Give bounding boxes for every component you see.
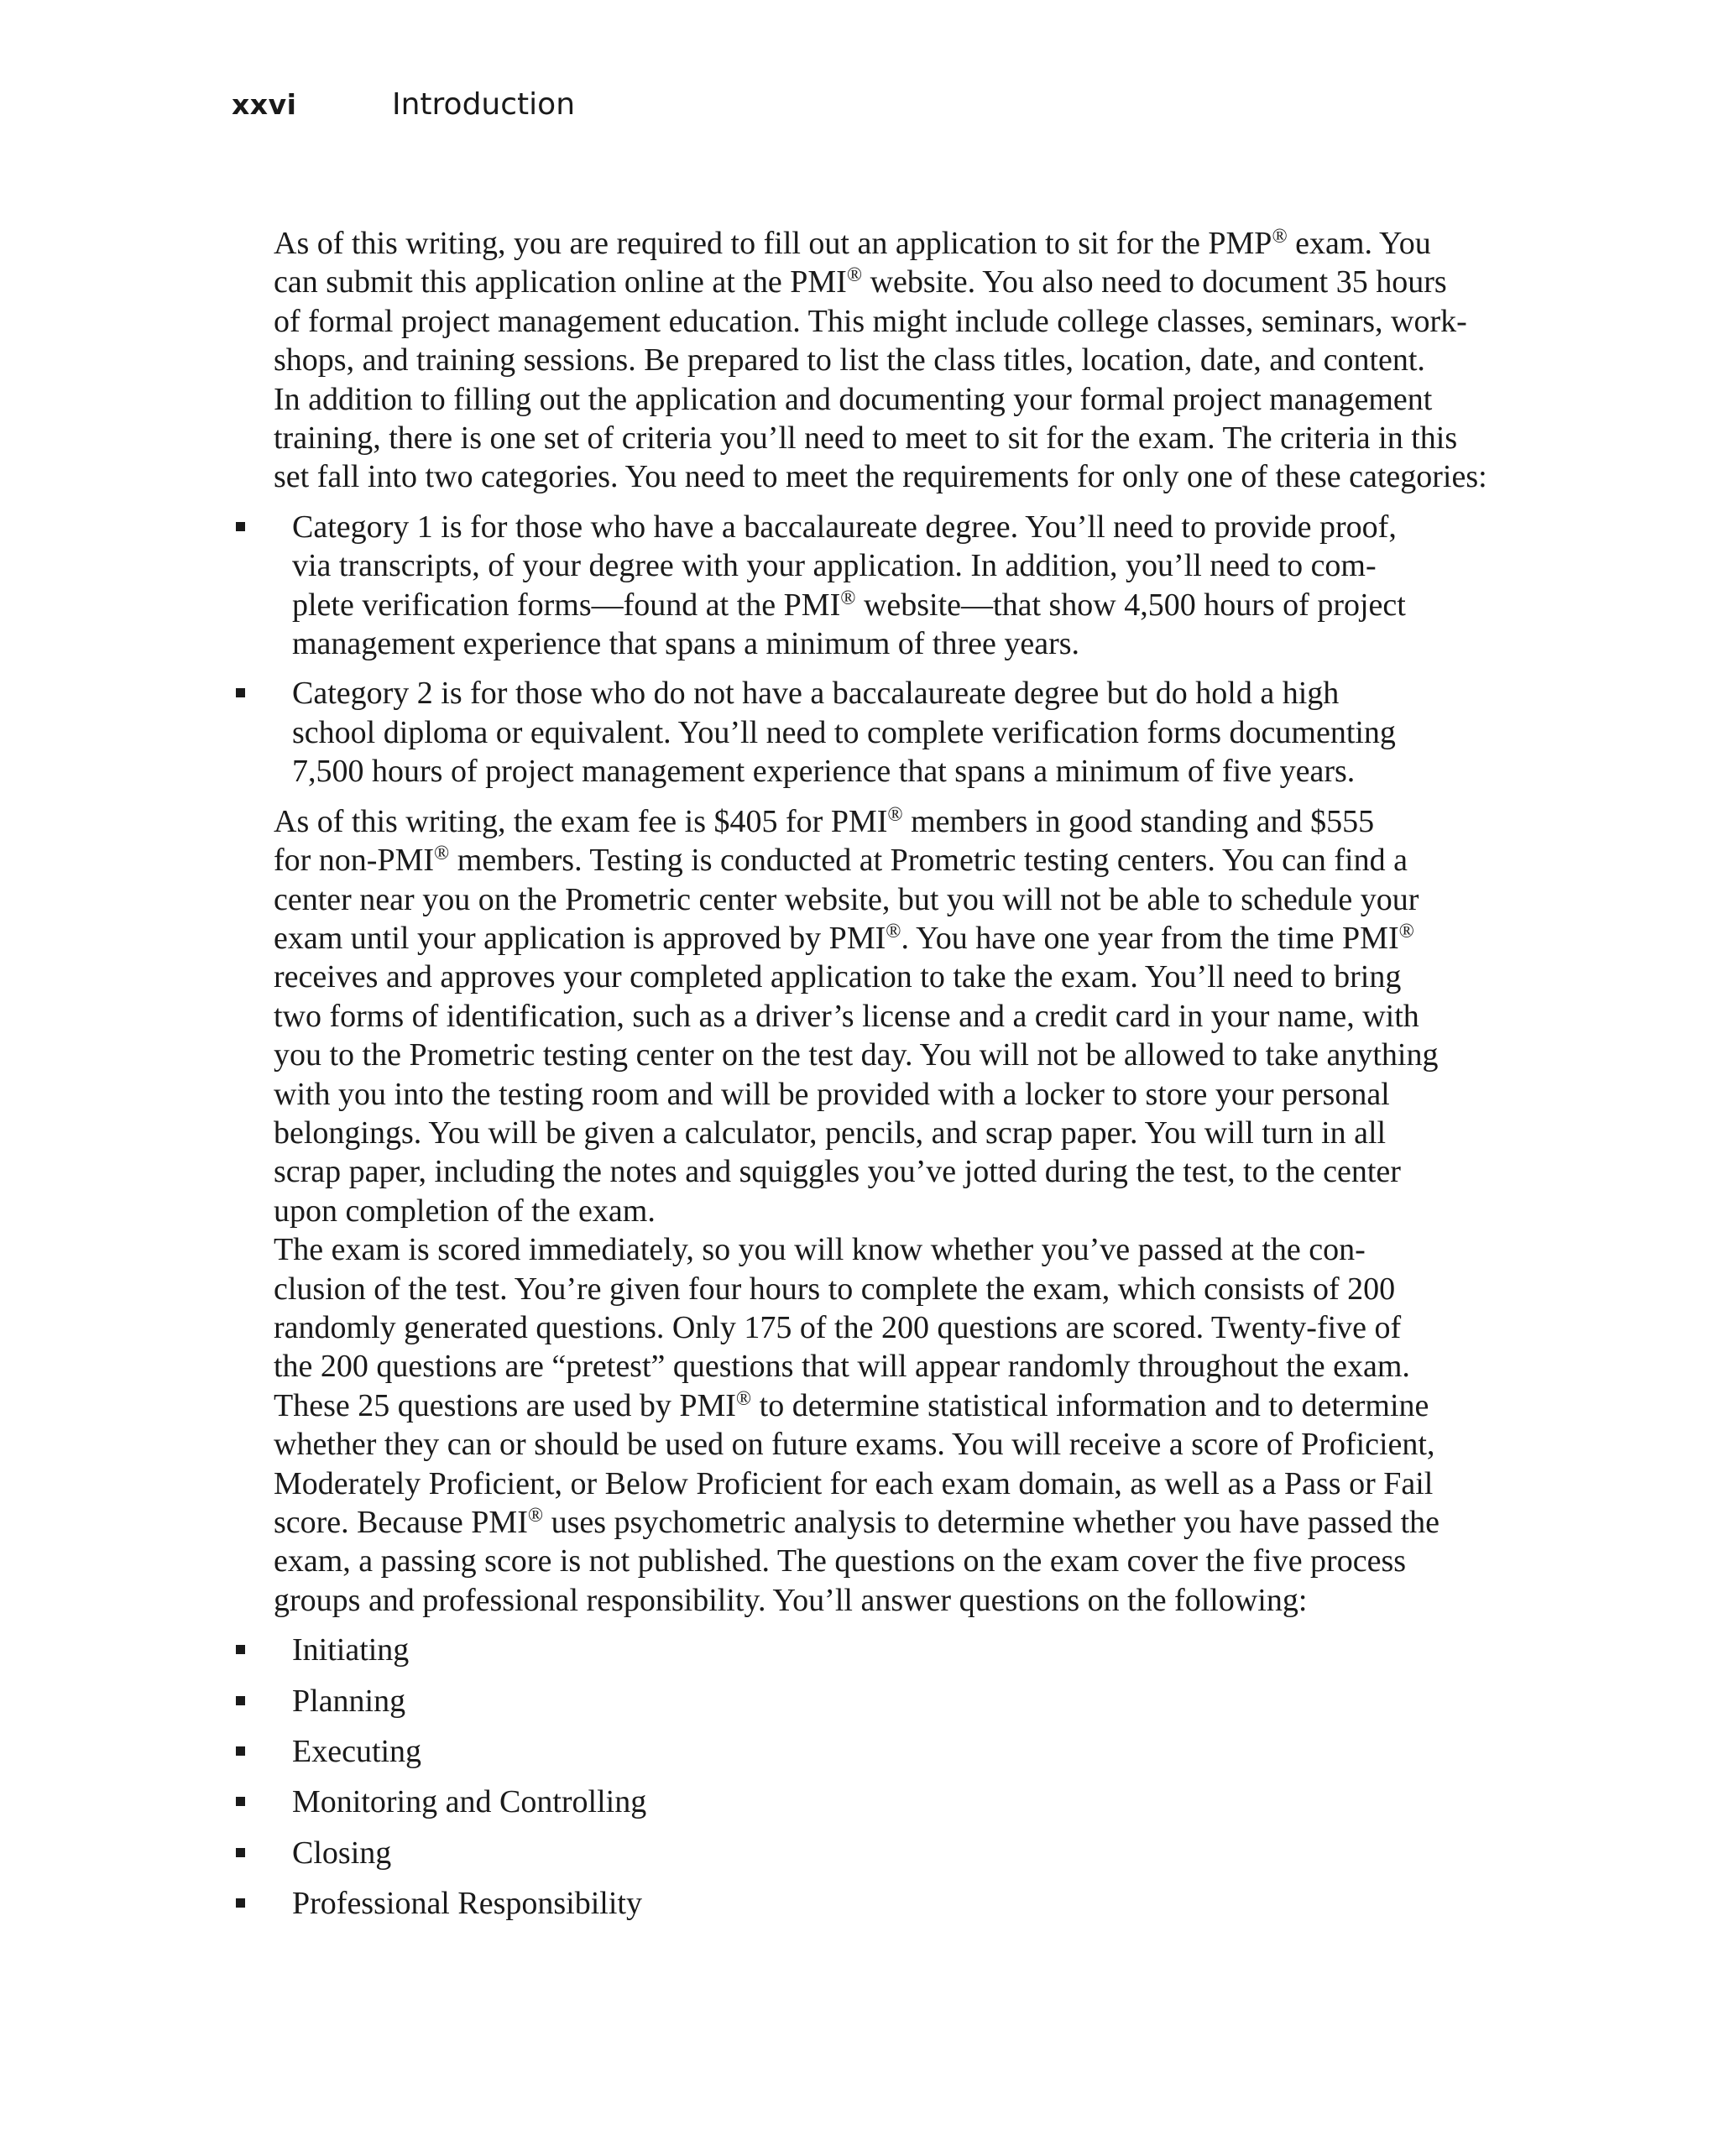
text-line: school diploma or equivalent. You’ll need to complete verification forms documenting	[292, 714, 1396, 750]
text-line: set fall into two categories. You need to meet the requirements for only one of these categories:	[274, 459, 1487, 495]
text-line: scrap paper, including the notes and squiggles you’ve jotted during the test, to the center	[274, 1154, 1401, 1190]
text-line: shops, and training sessions. Be prepared to list the class titles, location, date, and content.	[274, 342, 1425, 378]
text-line: of formal project management education. This might include college classes, seminars, work-	[274, 303, 1467, 339]
text-line: center near you on the Prometric center website, but you will not be able to schedule your	[274, 881, 1419, 917]
list-item	[232, 1732, 1491, 1771]
text-line: can submit this application online at the PMI® website. You also need to document 35 hours	[274, 264, 1447, 300]
list-item	[232, 1834, 1491, 1872]
body-text	[232, 224, 1491, 1935]
list-item	[232, 508, 1491, 664]
text-line: belongings. You will be given a calculator, pencils, and scrap paper. You will turn in all	[274, 1115, 1387, 1151]
chapter-title: Introduction	[392, 87, 576, 122]
bullet-icon	[236, 688, 245, 697]
bullet-icon	[236, 1645, 245, 1654]
text-line: for non-PMI® members. Testing is conducted at Prometric testing centers. You can find a	[274, 843, 1408, 879]
list-item	[232, 1884, 1491, 1923]
text-line: randomly generated questions. Only 175 of the 200 questions are scored. Twenty-five of	[274, 1309, 1402, 1345]
text-line: 7,500 hours of project management experience that spans a minimum of five years.	[292, 754, 1356, 790]
list-item	[232, 674, 1491, 791]
text-line: exam, a passing score is not published. The questions on the exam cover the five process	[274, 1543, 1407, 1579]
text-line: groups and professional responsibility. You’ll answer questions on the following:	[274, 1582, 1308, 1618]
paragraph-application	[232, 224, 1491, 380]
text-line: exam until your application is approved by PMI®. You have one year from the time PMI®	[274, 920, 1414, 956]
bullet-icon	[236, 1746, 245, 1756]
text-line: the 200 questions are “pretest” questions that will appear randomly throughout the exam.	[274, 1349, 1410, 1385]
text-line: These 25 questions are used by PMI® to determine statistical information and to determine	[274, 1387, 1429, 1423]
topic-label: Initiating	[292, 1632, 410, 1668]
bullet-icon	[236, 1898, 245, 1908]
bullet-icon	[236, 1848, 245, 1857]
page-number: xxvi	[232, 88, 297, 121]
text-line: Moderately Proficient, or Below Proficient for each exam domain, as well as a Pass or Fail	[274, 1465, 1434, 1501]
text-line: In addition to filling out the application and documenting your formal project management	[274, 381, 1433, 417]
topic-label: Closing	[292, 1835, 392, 1871]
paragraph-criteria	[232, 380, 1491, 497]
topic-list	[232, 1631, 1491, 1923]
text-line: receives and approves your completed application to take the exam. You’ll need to bring	[274, 959, 1402, 995]
text-line: training, there is one set of criteria you’ll need to meet to sit for the exam. The criteria in this	[274, 420, 1458, 457]
list-item	[232, 1682, 1491, 1720]
topic-label: Executing	[292, 1734, 422, 1770]
text-line: upon completion of the exam.	[274, 1193, 656, 1229]
text-line: management experience that spans a minimum of three years.	[292, 626, 1080, 662]
bullet-icon	[236, 1797, 245, 1806]
text-line: As of this writing, the exam fee is $405 for PMI® members in good standing and $555	[274, 803, 1375, 839]
text-line: with you into the testing room and will be provided with a locker to store your personal	[274, 1076, 1390, 1112]
text-line: whether they can or should be used on future exams. You will receive a score of Proficient,	[274, 1427, 1435, 1463]
bullet-icon	[236, 1696, 245, 1705]
text-line: plete verification forms—found at the PMI® website—that show 4,500 hours of project	[292, 587, 1406, 623]
text-line: As of this writing, you are required to fill out an application to sit for the PMP® exam. You	[274, 226, 1431, 261]
text-line: The exam is scored immediately, so you will know whether you’ve passed at the con-	[274, 1232, 1366, 1268]
category-list	[232, 508, 1491, 791]
text-line: via transcripts, of your degree with your application. In addition, you’ll need to com-	[292, 548, 1377, 584]
topic-label: Professional Responsibility	[292, 1886, 642, 1922]
text-line: clusion of the test. You’re given four hours to complete the exam, which consists of 200	[274, 1271, 1396, 1307]
running-head	[232, 87, 575, 129]
text-line: score. Because PMI® uses psychometric analysis to determine whether you have passed the	[274, 1505, 1440, 1540]
text-line: you to the Prometric testing center on the test day. You will not be allowed to take anything	[274, 1037, 1439, 1073]
text-line: two forms of identification, such as a driver’s license and a credit card in your name, with	[274, 998, 1419, 1034]
list-item	[232, 1783, 1491, 1821]
text-line: Category 2 is for those who do not have a baccalaureate degree but do hold a high	[292, 676, 1340, 712]
paragraph-exam-fee	[232, 802, 1491, 1230]
topic-label: Monitoring and Controlling	[292, 1784, 647, 1820]
bullet-icon	[236, 522, 245, 531]
text-line: Category 1 is for those who have a baccalaureate degree. You’ll need to provide proof,	[292, 509, 1397, 545]
paragraph-scoring	[232, 1230, 1491, 1620]
list-item	[232, 1631, 1491, 1669]
topic-label: Planning	[292, 1683, 406, 1719]
